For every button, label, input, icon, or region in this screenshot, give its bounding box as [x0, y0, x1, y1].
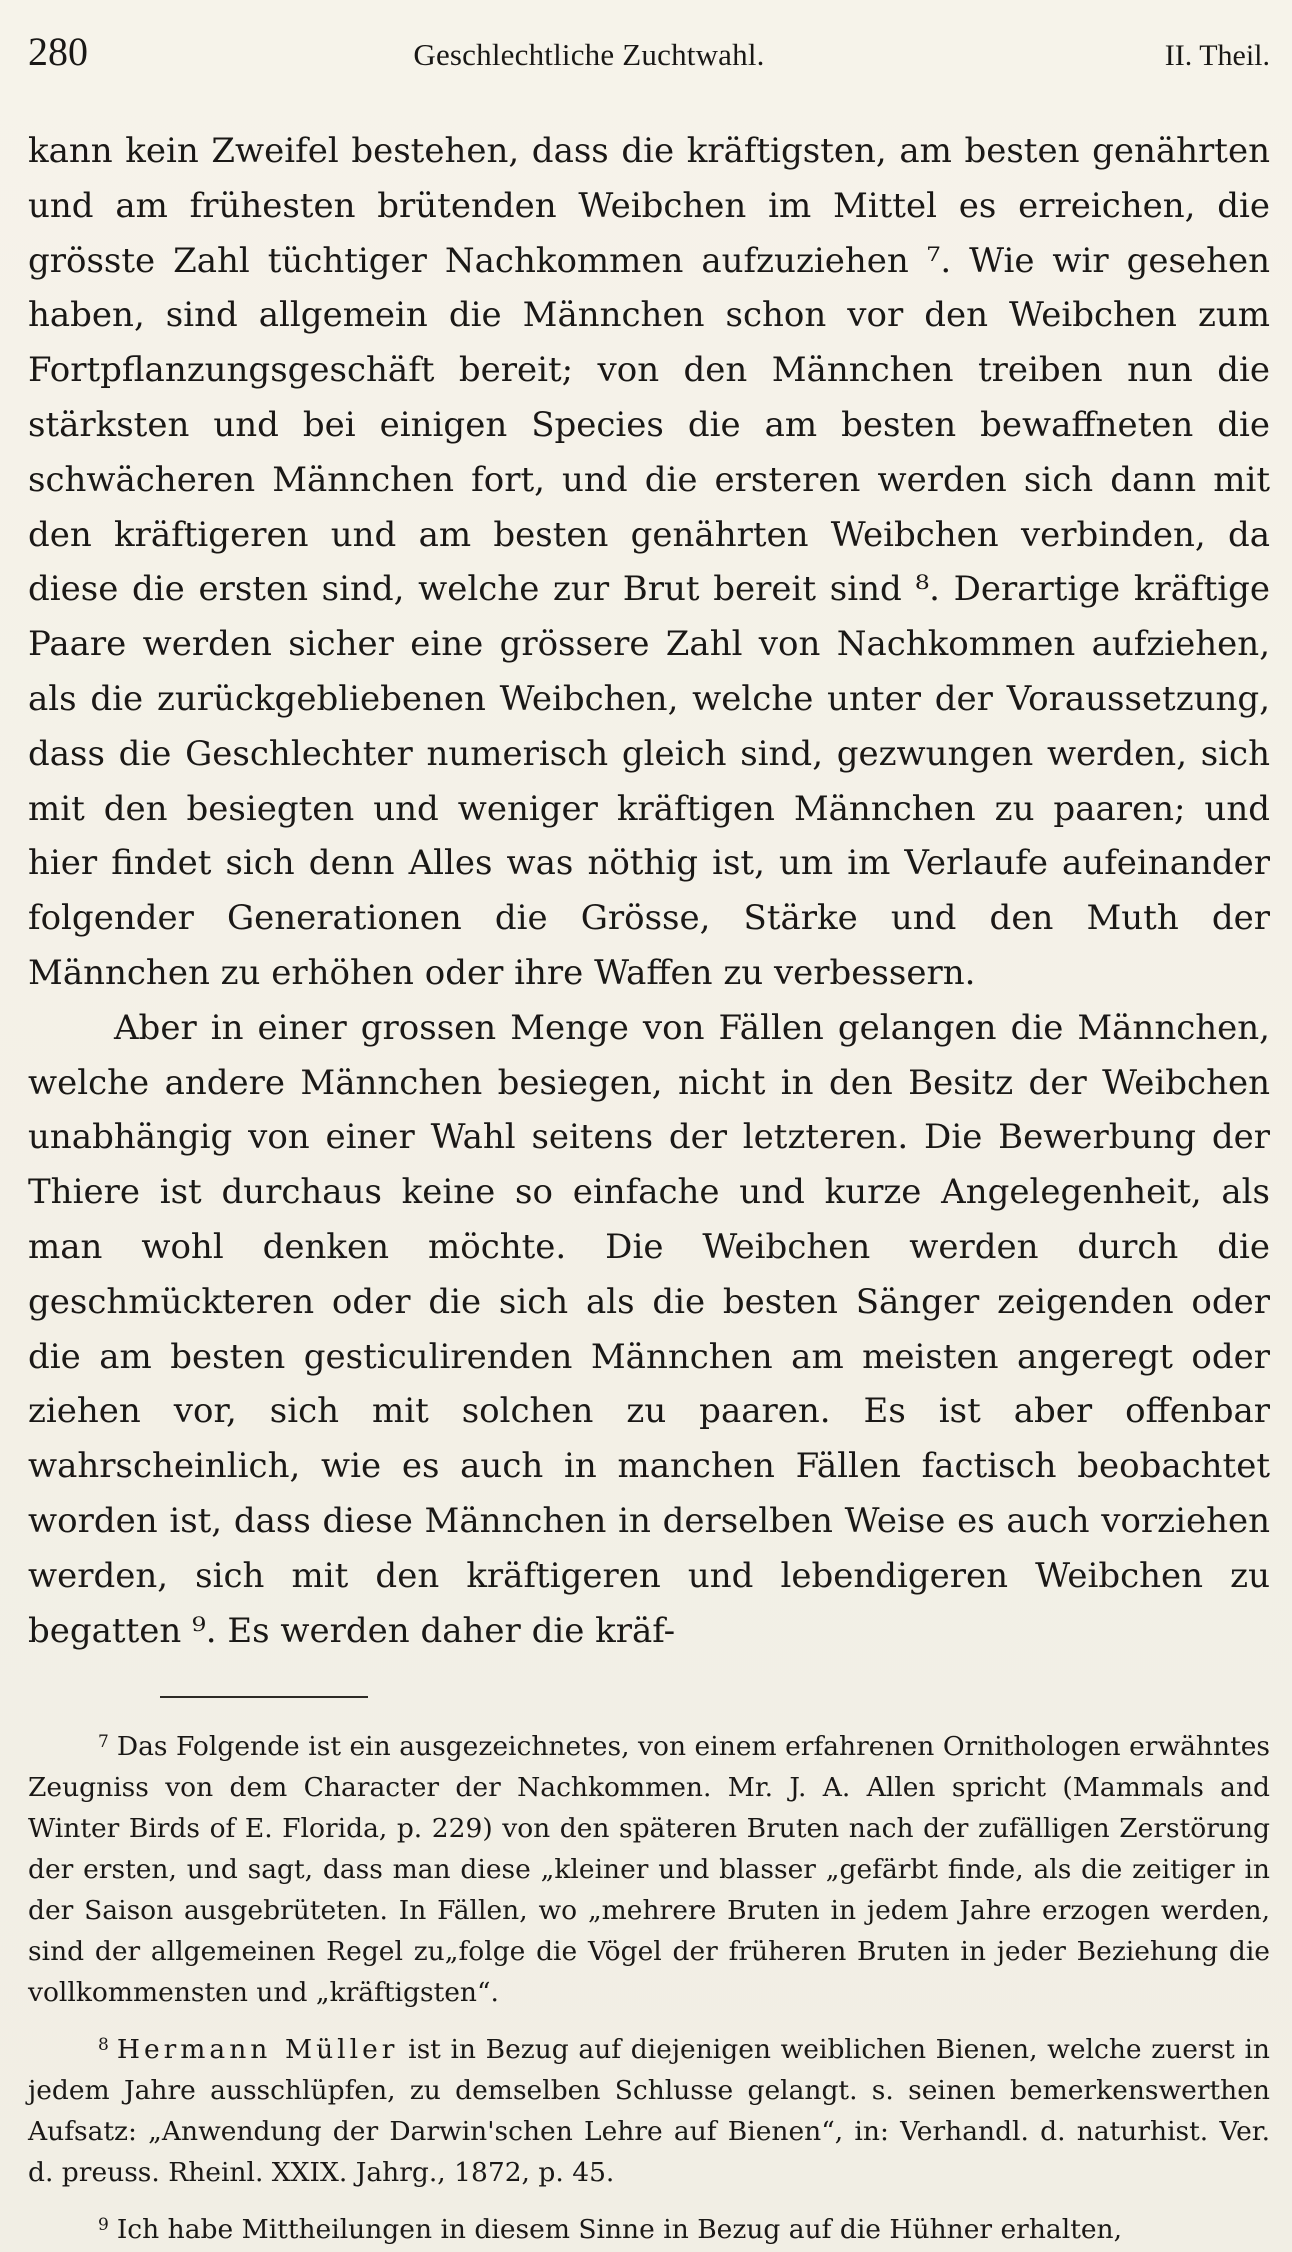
- footnote-number: 9: [98, 2215, 109, 2236]
- footnote-divider: [160, 1696, 368, 1698]
- paragraph-2: Aber in einer grossen Menge von Fällen gelangen die Männchen, welche andere Männchen besiegen, nicht in den Besitz der Weibchen unabhängig von einer Wahl seitens der letzteren. Die Bewerbung der Thiere ist durchaus keine so einfache und kurze Angelegenheit, als man wohl denken möchte. Die Weibchen werden durch die geschmückteren oder die sich als die besten Sänger zeigenden oder die am besten gesticulirenden Männchen am meisten angeregt oder ziehen vor, sich mit solchen zu paaren. Es ist aber offenbar wahrscheinlich, wie es auch in manchen Fällen factisch beobachtet worden ist, dass diese Männchen in derselben Weise es auch vorziehen werden, sich mit den kräftigeren und lebendigeren Weibchen zu begatten ⁹. Es werden daher die kräf-: [28, 1007, 1270, 1651]
- running-head: [28, 29, 1270, 94]
- footnote-number: 8: [98, 2035, 109, 2056]
- footnote-author: Hermann Müller: [116, 2034, 399, 2066]
- paragraph-1: kann kein Zweifel bestehen, dass die kräftigsten, am besten genährten und am frühesten brütenden Weibchen im Mittel es erreichen, die grösste Zahl tüchtiger Nachkommen aufzuziehen ⁷. Wie wir gesehen haben, sind allgemein die Männchen schon vor den Weibchen zum Fortpflanzungsgeschäft bereit; von den Männchen treiben nun die stärksten und bei einigen Species die am besten bewaffneten die schwächeren Männchen fort, und die ersteren werden sich dann mit den kräftigeren und am besten genährten Weibchen verbinden, da diese die ersten sind, welche zur Brut bereit sind ⁸. Derartige kräftige Paare werden sicher eine grössere Zahl von Nachkommen aufziehen, als die zurückgebliebenen Weibchen, welche unter der Voraussetzung, dass die Geschlechter numerisch gleich sind, gezwungen werden, sich mit den besiegten und weniger kräftigen Männchen zu paaren; und hier findet sich denn Alles was nöthig ist, um im Verlaufe aufeinander folgender Generationen die Grösse, Stärke und den Muth der Männchen zu erhöhen oder ihre Waffen zu verbessern.: [28, 131, 1270, 993]
- page-number: 280: [28, 29, 88, 74]
- footnote-text: Das Folgende ist ein ausgezeichnetes, von einem erfahrenen Ornithologen erwähntes Zeugniss von dem Character der Nachkommen. Mr. J. A. Allen spricht (Mammals and Winter Birds of E. Florida, p. 229) von den späteren Bruten nach der zufälligen Zerstörung der ersten, und sagt, dass man diese „kleiner und blasser „gefärbt finde, als die zeitiger in der Saison ausgebrüteten. In Fällen, wo „mehrere Bruten in jedem Jahre erzogen werden, sind der allgemeinen Regel zu„folge die Vögel der früheren Bruten in jeder Beziehung die vollkommensten und „kräftigsten“.: [28, 1731, 1270, 2009]
- footnote-text: Ich habe Mittheilungen in diesem Sinne in Bezug auf die Hühner erhalten,: [116, 2214, 1123, 2246]
- footnotes: [28, 1722, 1270, 2250]
- footnote-number: 7: [98, 1732, 109, 1753]
- footnote-7: [28, 1722, 1270, 2013]
- main-text: [28, 124, 1270, 1658]
- footnote-9: [28, 2205, 1270, 2250]
- footnote-text: ist in Bezug auf diejenigen weiblichen Bienen, welche zuerst in jedem Jahre ausschlüpfen, zu demselben Schlusse gelangt. s. seinen bemerkenswerthen Aufsatz: „Anwendung der Darwin'schen Lehre auf Bienen“, in: Verhandl. d. naturhist. Ver. d. preuss. Rheinl. XXIX. Jahrg., 1872, p. 45.: [28, 2034, 1270, 2189]
- part-label: II. Theil.: [1164, 39, 1270, 72]
- running-title: Geschlechtliche Zuchtwahl.: [413, 37, 765, 72]
- footnote-8: [28, 2025, 1270, 2193]
